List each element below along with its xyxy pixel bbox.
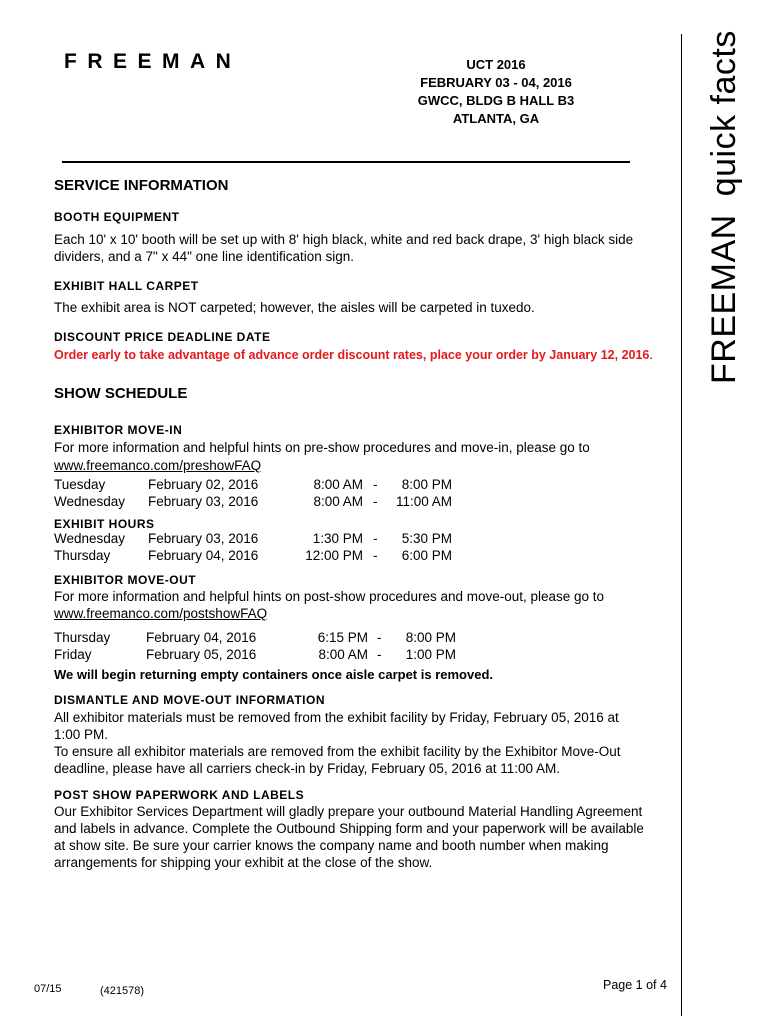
- schedule-start: 12:00 PM: [305, 548, 363, 563]
- event-name: UCT 2016: [466, 57, 526, 72]
- schedule-dash: -: [373, 477, 378, 492]
- schedule-day: Tuesday: [54, 477, 106, 492]
- discount-message: Order early to take advantage of advance order discount rates, place your order by January 12, 2016: [54, 348, 650, 362]
- schedule-start: 8:00 AM: [313, 494, 363, 509]
- movein-text: For more information and helpful hints on pre-show procedures and move-in, please go to: [54, 440, 590, 455]
- carpet-heading: EXHIBIT HALL CARPET: [54, 279, 199, 293]
- dismantle-line-2: 1:00 PM.: [54, 727, 109, 742]
- service-information-heading: SERVICE INFORMATION: [54, 177, 229, 194]
- event-info: [376, 56, 616, 128]
- carpet-text: The exhibit area is NOT carpeted; however, the aisles will be carpeted in tuxedo.: [54, 300, 535, 315]
- moveout-text: For more information and helpful hints on post-show procedures and move-out, please go to: [54, 589, 605, 604]
- schedule-date: February 03, 2016: [148, 494, 259, 509]
- booth-equipment-line-2: dividers, and a 7" x 44" one line identification sign.: [54, 249, 355, 264]
- movein-heading: EXHIBITOR MOVE-IN: [54, 423, 183, 437]
- paperwork-line-4: arrangements for shipping your exhibit at the close of the show.: [54, 855, 433, 870]
- discount-period: .: [649, 348, 653, 362]
- schedule-start: 6:15 PM: [317, 630, 368, 645]
- side-title-brand: FREEMAN: [705, 214, 743, 384]
- booth-equipment-heading: BOOTH EQUIPMENT: [54, 210, 180, 224]
- side-title-text: quick facts: [705, 30, 743, 197]
- schedule-date: February 02, 2016: [148, 477, 259, 492]
- moveout-heading: EXHIBITOR MOVE-OUT: [54, 573, 197, 587]
- paperwork-line-1: Our Exhibitor Services Department will gladly prepare your outbound Material Handling Agreement: [54, 804, 643, 819]
- moveout-link-text[interactable]: www.freemanco.com/postshowFAQ: [54, 606, 268, 621]
- schedule-day: Thursday: [54, 630, 111, 645]
- side-title: [707, 12, 741, 384]
- schedule-dash: -: [373, 548, 378, 563]
- schedule-end: 1:00 PM: [405, 647, 456, 662]
- show-schedule-heading: SHOW SCHEDULE: [54, 385, 188, 402]
- containers-note: We will begin returning empty containers once aisle carpet is removed.: [54, 667, 493, 682]
- footer-date-code: 07/15: [34, 983, 62, 995]
- schedule-dash: -: [377, 647, 382, 662]
- schedule-start: 8:00 AM: [318, 647, 368, 662]
- schedule-date: February 04, 2016: [146, 630, 257, 645]
- schedule-end: 8:00 PM: [405, 630, 456, 645]
- schedule-end: 6:00 PM: [401, 548, 452, 563]
- booth-equipment-line-1: Each 10' x 10' booth will be set up with 8' high black, white and red back drape, 3' high black side: [54, 232, 634, 247]
- paperwork-text: [54, 803, 664, 871]
- booth-equipment-text: [54, 231, 664, 265]
- schedule-end: 8:00 PM: [401, 477, 452, 492]
- event-dates: FEBRUARY 03 - 04, 2016: [420, 75, 572, 90]
- schedule-end: 5:30 PM: [401, 531, 452, 546]
- schedule-start: 8:00 AM: [313, 477, 363, 492]
- paperwork-line-3: at show site. Be sure your carrier knows the company name and booth number when making: [54, 838, 609, 853]
- schedule-dash: -: [373, 494, 378, 509]
- discount-text: [54, 348, 653, 362]
- schedule-start: 1:30 PM: [312, 531, 363, 546]
- footer-doc-number: (421578): [100, 985, 145, 997]
- schedule-day: Thursday: [54, 548, 111, 563]
- freeman-logo: FREEMAN: [64, 50, 242, 73]
- schedule-date: February 05, 2016: [146, 647, 257, 662]
- schedule-dash: -: [377, 630, 382, 645]
- movein-link-text[interactable]: www.freemanco.com/preshowFAQ: [54, 458, 262, 473]
- exhibit-hours-heading: EXHIBIT HOURS: [54, 517, 155, 531]
- paperwork-heading: POST SHOW PAPERWORK AND LABELS: [54, 788, 305, 802]
- schedule-dash: -: [373, 531, 378, 546]
- paperwork-line-2: and labels in advance. Complete the Outbound Shipping form and your paperwork will be available: [54, 821, 644, 836]
- dismantle-heading: DISMANTLE AND MOVE-OUT INFORMATION: [54, 693, 325, 707]
- dismantle-line-3: To ensure all exhibitor materials are removed from the exhibit facility by the Exhibitor Move-Out: [54, 744, 621, 759]
- discount-heading: DISCOUNT PRICE DEADLINE DATE: [54, 330, 271, 344]
- footer-page-number: Page 1 of 4: [603, 978, 667, 992]
- side-divider: [681, 34, 682, 1016]
- schedule-date: February 04, 2016: [148, 548, 259, 563]
- schedule-day: Wednesday: [54, 494, 126, 509]
- header-divider: [62, 161, 630, 163]
- schedule-date: February 03, 2016: [148, 531, 259, 546]
- schedule-day: Friday: [54, 647, 92, 662]
- movein-link[interactable]: [54, 457, 261, 474]
- moveout-link[interactable]: [54, 605, 267, 622]
- dismantle-line-4: deadline, please have all carriers check-in by Friday, February 05, 2016 at 11:00 AM.: [54, 761, 561, 776]
- schedule-end: 11:00 AM: [395, 494, 452, 509]
- schedule-day: Wednesday: [54, 531, 126, 546]
- dismantle-line-1: All exhibitor materials must be removed from the exhibit facility by Friday, February 05, 2016 at: [54, 710, 619, 725]
- dismantle-text: [54, 709, 664, 777]
- event-city: ATLANTA, GA: [452, 111, 540, 126]
- event-venue: GWCC, BLDG B HALL B3: [417, 93, 575, 108]
